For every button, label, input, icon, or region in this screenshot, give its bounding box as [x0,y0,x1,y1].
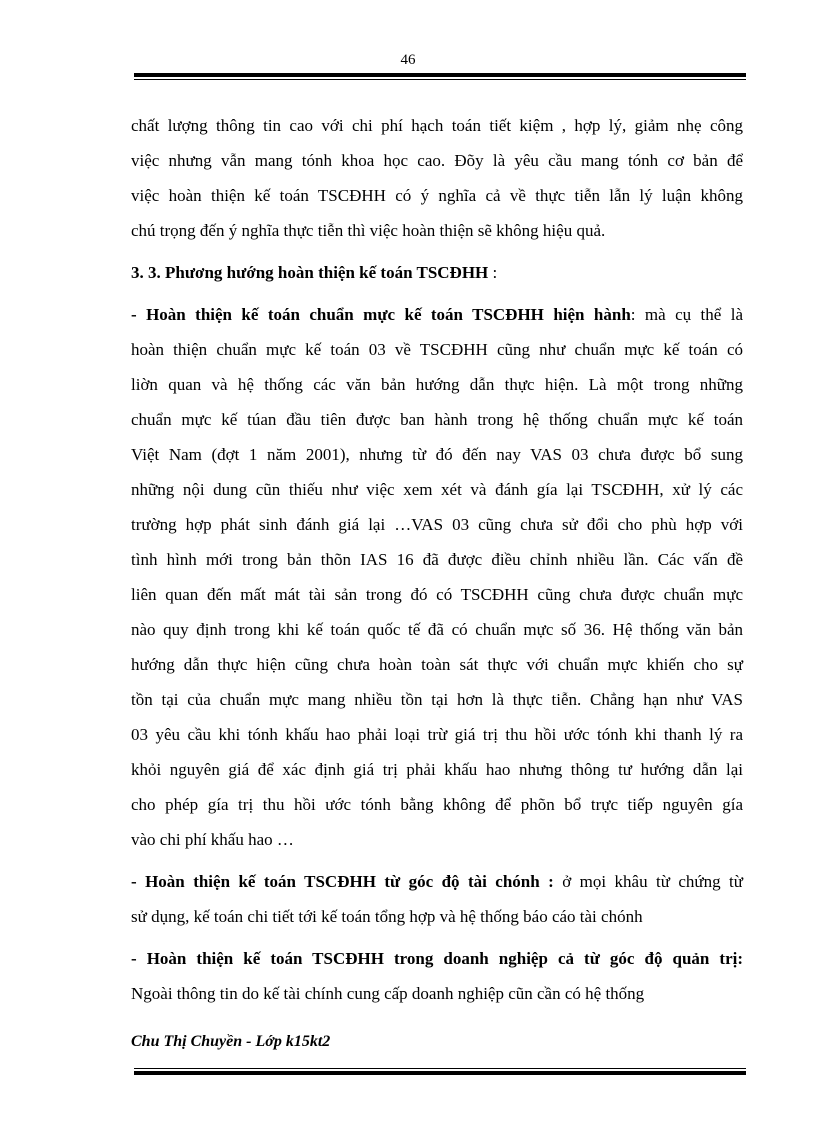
bold-lead: - Hoàn thiện kế toán TSCĐHH trong doanh nghiệp cả từ góc độ quản trị: [131,949,743,968]
text-line: chuẩn mực kế túan đầu tiên được ban hành trong hệ thống chuẩn mực kế toán [131,410,743,429]
section-heading-suffix: : [488,263,498,282]
text-line: chú trọng đến ý nghĩa thực tiễn thì việc hoàn thiện sẽ không hiệu quả. [131,221,606,240]
header-rule [134,73,746,80]
text-line: liên quan đến mất mát tài sản trong đó có TSCĐHH cũng chưa được chuẩn mực [131,585,743,604]
lead-rest: : mà cụ thể là [630,305,743,324]
text-line: Ngoài thông tin do kế tài chính cung cấp doanh nghiệp cũn cần có hệ thống [131,984,645,1003]
text-line: hướng dẫn thực hiện cũng chưa hoàn toàn sát thực với chuẩn mực khiến cho sự [131,655,743,674]
text-line: liờn quan và hệ thống các văn bản hướng dẫn thực hiện. Là một trong những [131,375,743,394]
text-line: tồn tại của chuẩn mực mang nhiều tồn tại hơn là thực tiễn. Chẳng hạn như VAS [131,690,743,709]
page-number: 46 [400,52,416,68]
section-heading-text: 3. 3. Phương hướng hoàn thiện kế toán TSCĐHH [131,263,489,282]
text-line: hoàn thiện chuẩn mực kế toán 03 về TSCĐHH cũng như chuẩn mực kế toán có [131,340,743,359]
text-line [131,941,743,976]
text-line: Việt Nam (đợt 1 năm 2001), nhưng từ đó đến nay VAS 03 chưa được bổ sung [131,445,743,464]
text-line: vào chi phí khấu hao … [131,830,294,849]
text-line: trường hợp phát sinh đánh giá lại …VAS 03 cũng chưa sử đổi cho phù hợp với [131,515,743,534]
text-line [131,864,743,899]
footer-author: Chu Thị Chuyền - Lớp k15kt2 [131,1033,331,1050]
text-line: cho phép gía trị thu hồi ước tónh bằng không để phõn bổ trực tiếp nguyên gía [131,795,743,814]
document-body [131,108,743,1011]
footer-rule [134,1068,746,1075]
text-line: chất lượng thông tin cao với chi phí hạch toán tiết kiệm , hợp lý, giảm nhẹ công [131,116,743,135]
paragraph-financial [131,864,743,934]
bold-lead: - Hoàn thiện kế toán chuẩn mực kế toán TSCĐHH hiện hành [131,305,631,324]
text-line [131,297,743,332]
lead-rest: ở mọi khâu từ chứng từ [553,872,743,891]
text-line: sử dụng, kế toán chi tiết tới kế toán tổng hợp và hệ thống báo cáo tài chónh [131,907,643,926]
text-line: khỏi nguyên giá để xác định giá trị phải khấu hao nhưng thông tư hướng dẫn lại [131,760,743,779]
text-line: nào quy định trong khi kế toán quốc tế đã có chuẩn mực số 36. Hệ thống văn bản [131,620,743,639]
text-line: việc nhưng vẫn mang tónh khoa học cao. Đõy là yêu cầu mang tónh cơ bản để [131,151,743,170]
text-line: việc hoàn thiện kế toán TSCĐHH có ý nghĩa cả về thực tiễn lẫn lý luận không [131,186,743,205]
paragraph-standards [131,297,743,857]
paragraph-intro [131,108,743,248]
section-heading [131,255,743,290]
bold-lead: - Hoàn thiện kế toán TSCĐHH từ góc độ tài chónh : [131,872,554,891]
paragraph-management [131,941,743,1011]
text-line: 03 yêu cầu khi tónh khấu hao phải loại trừ giá trị thu hồi ước tónh khi thanh lý ra [131,725,743,744]
text-line: những nội dung cũn thiếu như việc xem xét và đánh gía lại TSCĐHH, xử lý các [131,480,743,499]
text-line: tình hình mới trong bản thõn IAS 16 đã được điều chỉnh nhiều lần. Các vấn đề [131,550,743,569]
